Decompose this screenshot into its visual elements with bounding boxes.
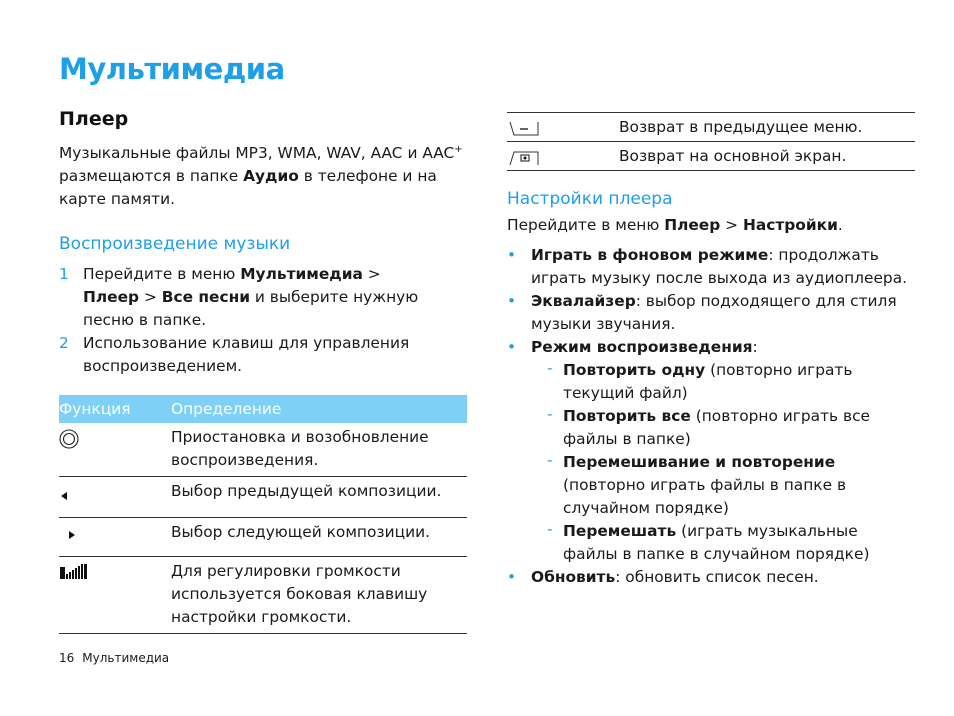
list-item: - Перемешать (играть музыкальные файлы в папке в случайном порядке) <box>547 520 870 563</box>
table-row <box>59 423 467 477</box>
table-row <box>59 518 467 557</box>
list-item: - Перемешивание и повторение (повторно играть файлы в папке в случайном порядке) <box>547 451 847 517</box>
table-row <box>59 557 467 634</box>
table-row <box>59 477 467 518</box>
ok-key-icon <box>59 429 79 449</box>
row-definition: Выбор предыдущей композиции. <box>171 477 467 518</box>
keys-table <box>507 112 915 171</box>
list-item: • Обновить: обновить список песен. <box>507 568 819 586</box>
player-heading: Плеер <box>59 108 129 130</box>
list-item: • Играть в фоновом режиме: продолжать играть музыку после выхода из аудиоплеера. <box>507 246 908 287</box>
settings-nav-path: Перейдите в меню Плеер > Настройки. <box>507 216 843 234</box>
playback-steps <box>59 263 467 378</box>
end-key-icon <box>507 150 539 166</box>
volume-icon <box>59 563 91 583</box>
list-item: - Повторить все (повторно играть все файлы в папке) <box>547 405 870 448</box>
col-header-function: Функция <box>59 395 171 423</box>
key-description: Возврат на основной экран. <box>619 142 915 171</box>
back-softkey-icon <box>507 121 539 137</box>
left-arrow-icon <box>59 486 71 506</box>
step-item: 2 Использование клавиш для управления воспроизведением. <box>59 334 410 376</box>
list-item: - Повторить одну (повторно играть текущий файл) <box>547 359 853 402</box>
step-item: 1 Перейдите в меню Мультимедиа > Плеер > Все песни и выберите нужную песню в папке. <box>59 265 419 330</box>
page-number: 16 <box>59 651 75 665</box>
page-title: Мультимедиа <box>59 52 285 86</box>
play-mode-list <box>531 359 915 566</box>
list-item: • Режим воспроизведения: - Повторить одну (повторно играть текущий файл) - Повторить все (повторно играть все файлы в папке) - Перемешивание и повторение (повторно играть файлы в папке в случайном порядке) - Перемешать (играть музыкальные файлы в папке в случайном порядке) <box>507 336 915 566</box>
left-column <box>59 108 467 634</box>
row-definition: Приостановка и возобновление воспроизведения. <box>171 423 467 477</box>
music-playback-heading: Воспроизведение музыки <box>59 234 291 255</box>
col-header-definition: Определение <box>171 395 467 423</box>
table-row <box>507 113 915 142</box>
list-item: • Эквалайзер: выбор подходящего для стиля музыки звучания. <box>507 292 897 333</box>
player-intro: Музыкальные файлы MP3, WMA, WAV, AAC и AAC+ размещаются в папке Аудио в телефоне и на карте памяти. <box>59 144 463 209</box>
table-header-row <box>59 395 467 423</box>
page-footer <box>59 651 169 665</box>
right-column <box>507 112 915 589</box>
table-row <box>507 142 915 171</box>
key-description: Возврат в предыдущее меню. <box>619 113 915 142</box>
right-arrow-icon <box>59 525 79 545</box>
settings-list <box>507 244 915 589</box>
row-definition: Выбор следующей композиции. <box>171 518 467 557</box>
function-table <box>59 395 467 634</box>
footer-section: Мультимедиа <box>82 651 170 665</box>
player-settings-heading: Настройки плеера <box>507 189 673 209</box>
row-definition: Для регулировки громкости используется боковая клавишу настройки громкости. <box>171 557 467 634</box>
